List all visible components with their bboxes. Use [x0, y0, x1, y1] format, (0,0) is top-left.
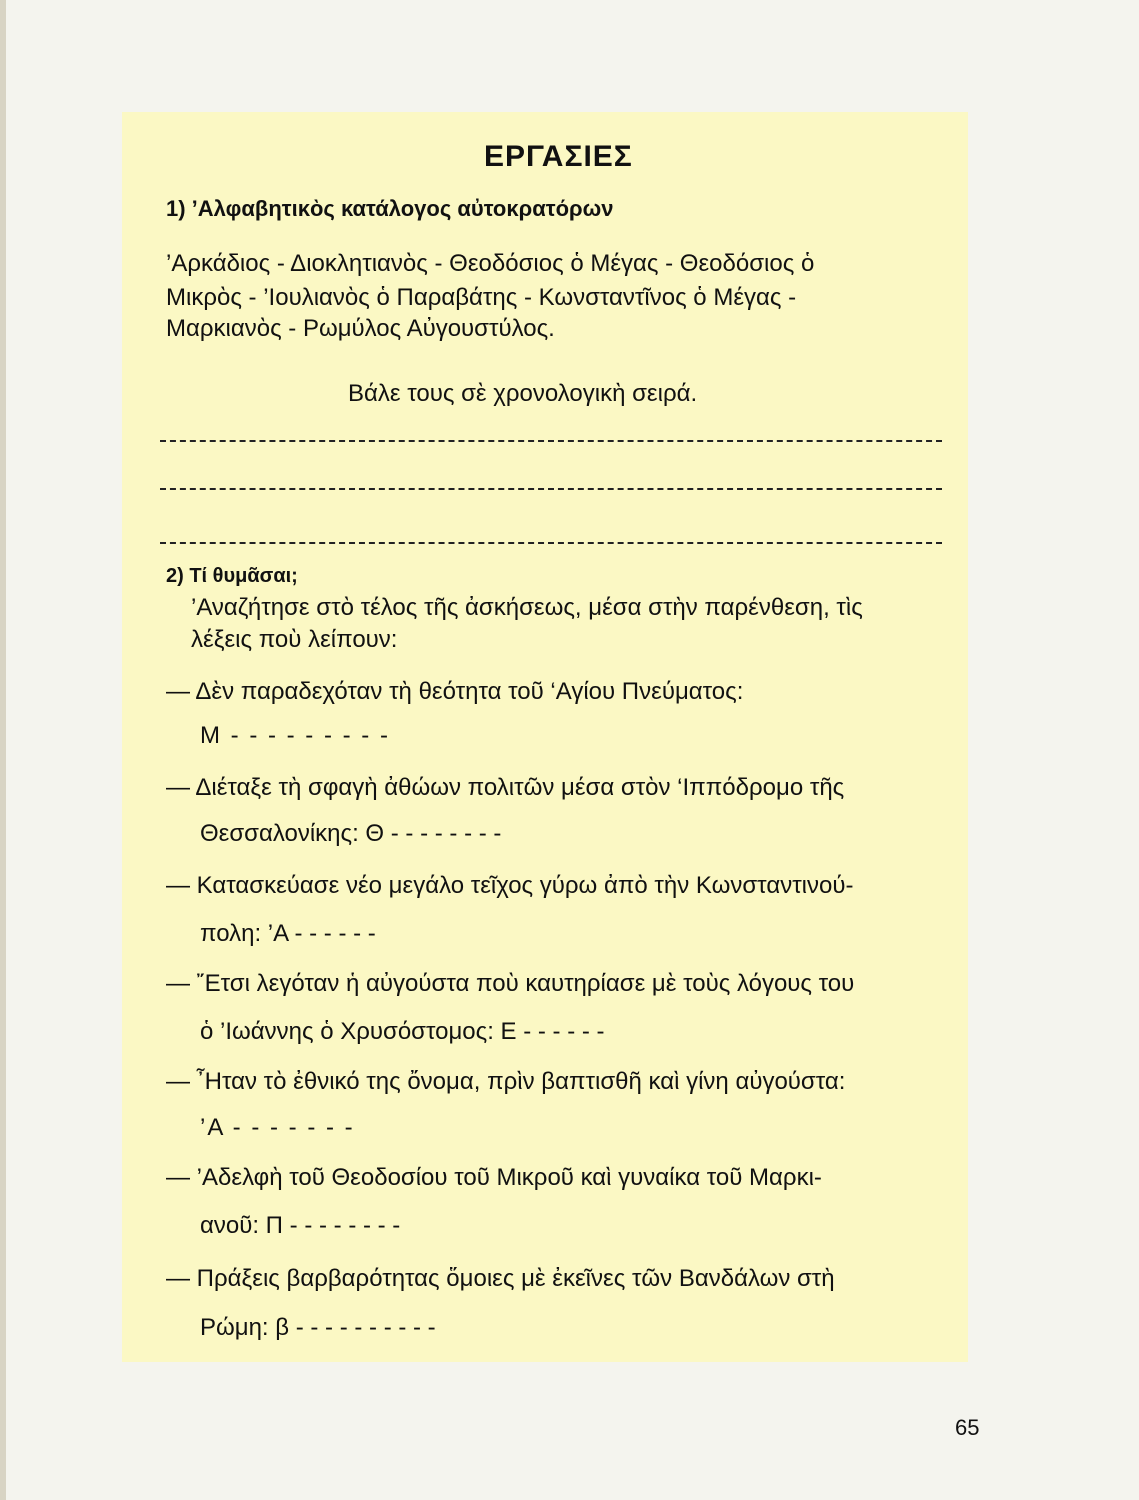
question-7-line2[interactable]: Ρώμη: β - - - - - - - - - - [200, 1314, 436, 1341]
page-edge [0, 0, 6, 1500]
answer-line-3[interactable] [160, 542, 942, 544]
question-3-line1: — Κατασκεύασε νέο μεγάλο τεῖχος γύρω ἀπὸ τὴν Κωνσταντινού- [166, 872, 854, 899]
answer-blank-5[interactable]: ’Α - - - - - - - [200, 1114, 355, 1141]
question-2-line2[interactable]: Θεσσαλονίκης: Θ - - - - - - - - [200, 820, 502, 847]
question-2-line1: — Διέταξε τὴ σφαγὴ ἀθώων πολιτῶν μέσα στὸν ‘Ιππόδρομο τῆς [166, 774, 845, 801]
section1-instruction: Βάλε τους σὲ χρονολογικὴ σειρά. [348, 380, 698, 407]
section1-heading: 1) ’Αλφαβητικὸς κατάλογος αὐτοκρατόρων [166, 196, 614, 221]
section2-heading: 2) Τί θυμᾶσαι; [166, 565, 298, 587]
answer-line-1[interactable] [160, 440, 942, 442]
question-6-line1: — ’Αδελφὴ τοῦ Θεοδοσίου τοῦ Μικροῦ καὶ γυναίκα τοῦ Μαρκι- [166, 1164, 822, 1191]
page-number: 65 [955, 1415, 980, 1440]
question-1: — Δὲν παραδεχόταν τὴ θεότητα τοῦ ‘Αγίου Πνεύματος: [166, 678, 744, 705]
emperor-list-line2: Μικρὸς - ’Ιουλιανὸς ὁ Παραβάτης - Κωνσταντῖνος ὁ Μέγας - [166, 284, 797, 311]
answer-line-2[interactable] [160, 488, 942, 490]
page-title: ΕΡΓΑΣΙΕΣ [484, 140, 633, 173]
section2-intro-line2: λέξεις ποὺ λείπουν: [191, 626, 398, 653]
section2-intro-line1: ’Αναζήτησε στὸ τέλος τῆς ἀσκήσεως, μέσα στὴν παρένθεση, τὶς [191, 594, 863, 621]
question-4-line1: — ῎Ετσι λεγόταν ἡ αὐγούστα ποὺ καυτηρίασε μὲ τοὺς λόγους του [166, 970, 855, 997]
question-3-line2[interactable]: πολη: ’Α - - - - - - [200, 920, 376, 947]
question-5: — ῏Ηταν τὸ ἐθνικό της ὄνομα, πρὶν βαπτισθῆ καὶ γίνη αὐγούστα: [166, 1068, 846, 1095]
emperor-list-line3: Μαρκιανὸς - Ρωμύλος Αὐγουστύλος. [166, 315, 555, 342]
emperor-list-line1: ’Αρκάδιος - Διοκλητιανὸς - Θεοδόσιος ὁ Μέγας - Θεοδόσιος ὁ [166, 250, 815, 277]
question-7-line1: — Πράξεις βαρβαρότητας ὅμοιες μὲ ἐκεῖνες τῶν Βανδάλων στὴ [166, 1265, 835, 1292]
answer-blank-1[interactable]: Μ - - - - - - - - - [200, 722, 390, 749]
question-4-line2[interactable]: ὁ ’Ιωάννης ὁ Χρυσόστομος: Ε - - - - - - [200, 1018, 605, 1045]
question-6-line2[interactable]: ανοῦ: Π - - - - - - - - [200, 1212, 401, 1239]
